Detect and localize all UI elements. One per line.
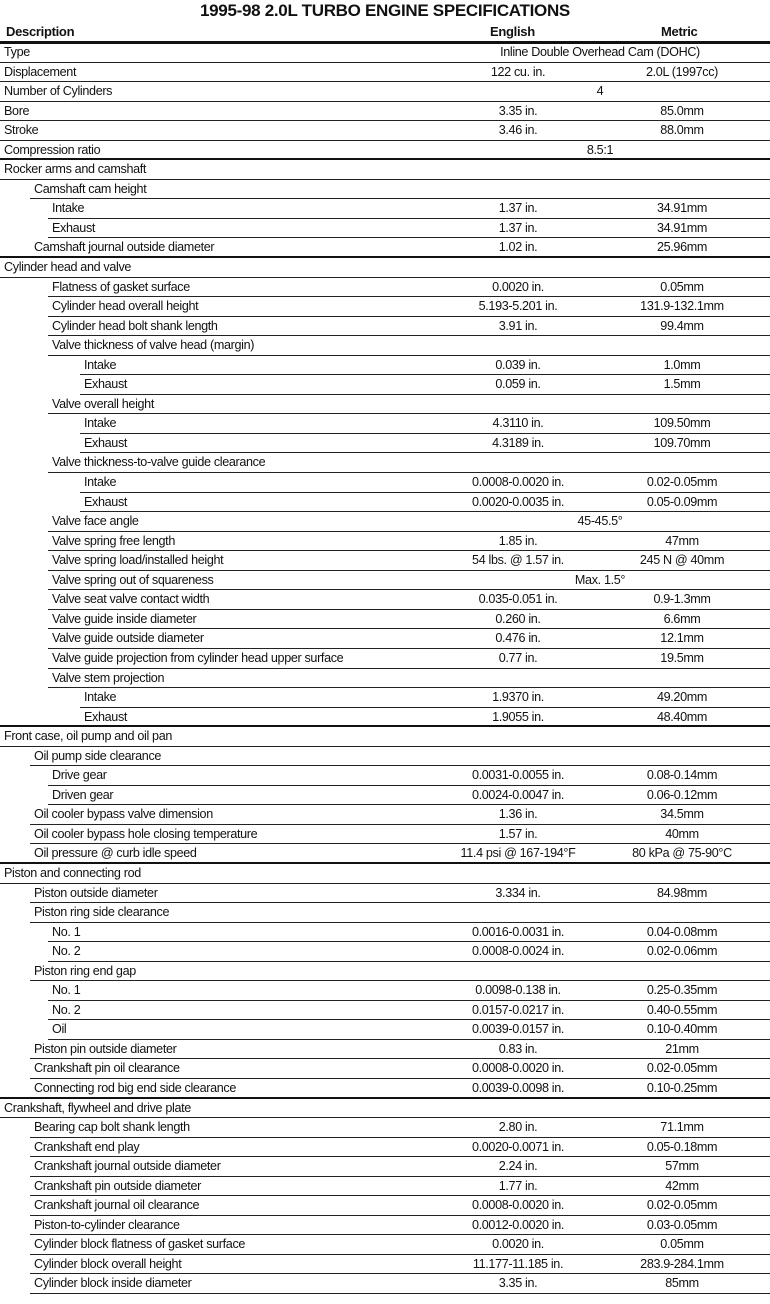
description-cell: Valve seat valve contact width	[52, 592, 210, 607]
table-row	[48, 766, 770, 786]
table-row	[48, 551, 770, 571]
section-row	[0, 158, 770, 180]
table-header	[0, 22, 770, 44]
table-row	[30, 1196, 770, 1216]
section-row	[0, 256, 770, 278]
table-row	[30, 747, 770, 767]
metric-value-cell: 0.05-0.18mm	[646, 1139, 718, 1154]
description-cell: Bearing cap bolt shank length	[34, 1120, 190, 1135]
metric-value-cell: 99.4mm	[660, 318, 704, 333]
metric-value-cell: 34.91mm	[656, 201, 708, 216]
description-cell: Crankshaft journal outside diameter	[34, 1159, 221, 1174]
english-value-cell: 11.177-11.185 in.	[472, 1256, 564, 1271]
description-cell: Crankshaft pin outside diameter	[34, 1178, 201, 1193]
table-row	[30, 1216, 770, 1236]
description-cell: Oil cooler bypass hole closing temperature	[34, 826, 258, 841]
metric-value-cell: 48.40mm	[656, 709, 708, 724]
table-row	[48, 336, 770, 356]
table-row	[30, 1235, 770, 1255]
description-cell: Intake	[84, 475, 117, 490]
spanned-value-cell: 8.5:1	[586, 142, 614, 157]
description-cell: Bore	[4, 103, 30, 118]
description-cell: Displacement	[4, 64, 77, 79]
table-row	[0, 121, 770, 141]
english-value-cell: 0.0008-0.0020 in.	[471, 1198, 565, 1213]
table-row	[30, 1177, 770, 1197]
description-cell: Intake	[84, 416, 117, 431]
metric-value-cell: 88.0mm	[660, 123, 704, 138]
english-value-cell: 3.35 in.	[498, 103, 538, 118]
section-row	[0, 862, 770, 884]
metric-value-cell: 6.6mm	[663, 611, 701, 626]
metric-value-cell: 0.9-1.3mm	[653, 592, 711, 607]
english-value-cell: 1.9055 in.	[492, 709, 544, 724]
description-cell: Exhaust	[84, 377, 128, 392]
english-value-cell: 0.0020-0.0071 in.	[471, 1139, 565, 1154]
english-value-cell: 0.0039-0.0157 in.	[471, 1022, 565, 1037]
english-value-cell: 4.3189 in.	[492, 435, 544, 450]
table-row	[48, 317, 770, 337]
metric-value-cell: 57mm	[665, 1159, 699, 1174]
english-value-cell: 1.77 in.	[498, 1178, 538, 1193]
spanned-value-cell: 45-45.5°	[577, 514, 623, 529]
table-row	[48, 669, 770, 689]
table-row	[48, 571, 770, 591]
column-header-description: Description	[6, 24, 75, 39]
table-row	[48, 981, 770, 1001]
page-title: 1995-98 2.0L TURBO ENGINE SPECIFICATIONS	[200, 1, 570, 20]
table-row	[48, 219, 770, 239]
table-row	[0, 82, 770, 102]
description-cell: Oil pump side clearance	[34, 748, 162, 763]
description-cell: Compression ratio	[4, 142, 101, 157]
description-cell: Cylinder head overall height	[52, 299, 199, 314]
description-cell: Valve thickness of valve head (margin)	[52, 338, 255, 353]
metric-value-cell: 109.50mm	[653, 416, 711, 431]
spec-table-body	[0, 43, 770, 1294]
description-cell: Valve spring load/installed height	[52, 553, 224, 568]
english-value-cell: 1.37 in.	[498, 220, 538, 235]
table-row	[80, 356, 770, 376]
table-row	[80, 473, 770, 493]
metric-value-cell: 0.40-0.55mm	[646, 1002, 718, 1017]
metric-value-cell: 1.5mm	[663, 377, 701, 392]
description-cell: Drive gear	[52, 768, 107, 783]
table-row	[48, 532, 770, 552]
english-value-cell: 0.0024-0.0047 in.	[471, 787, 565, 802]
description-cell: Crankshaft end play	[34, 1139, 140, 1154]
metric-value-cell: 0.04-0.08mm	[646, 924, 718, 939]
english-value-cell: 0.059 in.	[495, 377, 541, 392]
table-row	[80, 414, 770, 434]
english-value-cell: 0.039 in.	[495, 357, 541, 372]
metric-value-cell: 34.5mm	[660, 807, 704, 822]
description-cell: Valve overall height	[52, 396, 154, 411]
description-cell: Oil pressure @ curb idle speed	[34, 846, 197, 861]
metric-value-cell: 12.1mm	[660, 631, 704, 646]
description-cell: No. 1	[52, 983, 81, 998]
english-value-cell: 1.36 in.	[498, 807, 538, 822]
english-value-cell: 1.9370 in.	[492, 690, 544, 705]
description-cell: Number of Cylinders	[4, 84, 113, 99]
description-cell: Cylinder block flatness of gasket surface	[34, 1237, 246, 1252]
description-cell: Exhaust	[84, 494, 128, 509]
table-row	[30, 1255, 770, 1275]
metric-value-cell: 49.20mm	[656, 690, 708, 705]
description-cell: Oil	[52, 1022, 67, 1037]
description-cell: Crankshaft pin oil clearance	[34, 1061, 180, 1076]
description-cell: Intake	[52, 201, 85, 216]
metric-value-cell: 25.96mm	[656, 240, 708, 255]
english-value-cell: 0.0098-0.138 in.	[475, 983, 561, 998]
metric-value-cell: 1.0mm	[663, 357, 701, 372]
description-cell: Intake	[84, 690, 117, 705]
metric-value-cell: 0.05-0.09mm	[646, 494, 718, 509]
table-row	[48, 786, 770, 806]
section-row	[0, 725, 770, 747]
english-value-cell: 3.35 in.	[498, 1276, 538, 1291]
description-cell: Driven gear	[52, 787, 114, 802]
table-row	[48, 278, 770, 298]
metric-value-cell: 47mm	[665, 533, 699, 548]
metric-value-cell: 0.02-0.05mm	[646, 1198, 718, 1213]
table-row	[30, 1274, 770, 1294]
table-row	[30, 1040, 770, 1060]
table-row	[0, 63, 770, 83]
english-value-cell: 0.0008-0.0020 in.	[471, 1061, 565, 1076]
table-row	[48, 1020, 770, 1040]
metric-value-cell: 0.25-0.35mm	[646, 983, 718, 998]
metric-value-cell: 84.98mm	[656, 885, 708, 900]
description-cell: Valve guide inside diameter	[52, 611, 197, 626]
metric-value-cell: 42mm	[665, 1178, 699, 1193]
english-value-cell: 0.0008-0.0024 in.	[471, 944, 565, 959]
description-cell: Valve guide projection from cylinder head upper surface	[52, 650, 344, 665]
english-value-cell: 0.476 in.	[495, 631, 541, 646]
table-row	[48, 610, 770, 630]
description-cell: Cylinder block inside diameter	[34, 1276, 192, 1291]
english-value-cell: 1.37 in.	[498, 201, 538, 216]
table-row	[30, 884, 770, 904]
description-cell: Piston and connecting rod	[4, 865, 141, 880]
metric-value-cell: 0.10-0.40mm	[646, 1022, 718, 1037]
metric-value-cell: 85.0mm	[660, 103, 704, 118]
english-value-cell: 0.83 in.	[498, 1041, 538, 1056]
description-cell: Piston ring side clearance	[34, 905, 170, 920]
description-cell: Valve guide outside diameter	[52, 631, 204, 646]
spanned-value-cell: 4	[596, 84, 604, 99]
table-row	[48, 453, 770, 473]
description-cell: Front case, oil pump and oil pan	[4, 729, 173, 744]
english-value-cell: 0.0039-0.0098 in.	[471, 1080, 565, 1095]
table-row	[30, 1138, 770, 1158]
table-row	[48, 629, 770, 649]
description-cell: Flatness of gasket surface	[52, 279, 190, 294]
table-row	[48, 199, 770, 219]
metric-value-cell: 0.02-0.06mm	[646, 944, 718, 959]
english-value-cell: 1.57 in.	[498, 826, 538, 841]
english-value-cell: 2.80 in.	[498, 1120, 538, 1135]
metric-value-cell: 283.9-284.1mm	[640, 1256, 724, 1271]
table-row	[30, 1157, 770, 1177]
description-cell: Valve spring free length	[52, 533, 175, 548]
metric-value-cell: 131.9-132.1mm	[640, 299, 724, 314]
english-value-cell: 0.035-0.051 in.	[478, 592, 558, 607]
table-row	[80, 688, 770, 708]
spanned-value-cell: Max. 1.5°	[574, 572, 626, 587]
metric-value-cell: 0.10-0.25mm	[646, 1080, 718, 1095]
english-value-cell: 0.0016-0.0031 in.	[471, 924, 565, 939]
english-value-cell: 1.85 in.	[498, 533, 538, 548]
description-cell: Oil cooler bypass valve dimension	[34, 807, 213, 822]
table-row	[48, 590, 770, 610]
table-row	[80, 434, 770, 454]
english-value-cell: 0.0012-0.0020 in.	[471, 1217, 565, 1232]
spanned-value-cell: Inline Double Overhead Cam (DOHC)	[500, 45, 700, 59]
metric-value-cell: 80 kPa @ 75-90°C	[632, 846, 732, 861]
english-value-cell: 0.0157-0.0217 in.	[471, 1002, 565, 1017]
description-cell: Cylinder head bolt shank length	[52, 318, 218, 333]
table-row	[30, 805, 770, 825]
english-value-cell: 2.24 in.	[498, 1159, 538, 1174]
english-value-cell: 0.0031-0.0055 in.	[471, 768, 565, 783]
metric-value-cell: 0.06-0.12mm	[646, 787, 718, 802]
english-value-cell: 1.02 in.	[498, 240, 538, 255]
table-row	[48, 297, 770, 317]
english-value-cell: 54 lbs. @ 1.57 in.	[472, 553, 564, 568]
table-row	[48, 512, 770, 532]
metric-value-cell: 0.02-0.05mm	[646, 475, 718, 490]
table-row	[48, 923, 770, 943]
table-row	[80, 493, 770, 513]
section-row	[0, 1097, 770, 1119]
description-cell: Camshaft cam height	[34, 181, 147, 196]
table-row	[48, 1001, 770, 1021]
table-row	[48, 649, 770, 669]
metric-value-cell: 40mm	[665, 826, 699, 841]
english-value-cell: 3.334 in.	[495, 885, 541, 900]
column-header-metric: Metric	[661, 24, 698, 39]
description-cell: Connecting rod big end side clearance	[34, 1080, 236, 1095]
table-row	[80, 375, 770, 395]
description-cell: Cylinder block overall height	[34, 1256, 182, 1271]
description-cell: Piston ring end gap	[34, 963, 136, 978]
english-value-cell: 0.0020 in.	[492, 279, 544, 294]
metric-value-cell: 0.05mm	[660, 279, 704, 294]
english-value-cell: 122 cu. in.	[490, 64, 546, 79]
description-cell: Rocker arms and camshaft	[4, 162, 147, 177]
metric-value-cell: 245 N @ 40mm	[639, 553, 725, 568]
english-value-cell: 0.0008-0.0020 in.	[471, 475, 565, 490]
metric-value-cell: 2.0L (1997cc)	[646, 64, 718, 79]
table-row	[30, 180, 770, 200]
description-cell: Exhaust	[84, 709, 128, 724]
table-row	[0, 43, 770, 63]
table-row	[30, 825, 770, 845]
description-cell: No. 2	[52, 1002, 81, 1017]
column-header-english: English	[490, 24, 535, 39]
metric-value-cell: 0.03-0.05mm	[646, 1217, 718, 1232]
description-cell: Piston pin outside diameter	[34, 1041, 177, 1056]
metric-value-cell: 0.05mm	[660, 1237, 704, 1252]
description-cell: Stroke	[4, 123, 39, 138]
table-row	[30, 903, 770, 923]
description-cell: Valve spring out of squareness	[52, 572, 214, 587]
metric-value-cell: 109.70mm	[653, 435, 711, 450]
metric-value-cell: 0.02-0.05mm	[646, 1061, 718, 1076]
description-cell: Cylinder head and valve	[4, 260, 132, 275]
english-value-cell: 4.3110 in.	[492, 416, 544, 431]
english-value-cell: 5.193-5.201 in.	[478, 299, 558, 314]
description-cell: Exhaust	[84, 435, 128, 450]
metric-value-cell: 21mm	[665, 1041, 699, 1056]
description-cell: Valve thickness-to-valve guide clearance	[52, 455, 266, 470]
table-row	[30, 962, 770, 982]
table-row	[30, 1059, 770, 1079]
description-cell: Crankshaft, flywheel and drive plate	[4, 1100, 191, 1115]
table-row	[30, 1118, 770, 1138]
description-cell: Crankshaft journal oil clearance	[34, 1198, 200, 1213]
table-row	[0, 102, 770, 122]
english-value-cell: 0.260 in.	[495, 611, 541, 626]
english-value-cell: 0.0020 in.	[492, 1237, 544, 1252]
description-cell: No. 1	[52, 924, 81, 939]
description-cell: Valve stem projection	[52, 670, 165, 685]
description-cell: Exhaust	[52, 220, 96, 235]
metric-value-cell: 34.91mm	[656, 220, 708, 235]
metric-value-cell: 0.08-0.14mm	[646, 768, 718, 783]
english-value-cell: 11.4 psi @ 167-194°F	[460, 846, 576, 861]
metric-value-cell: 19.5mm	[660, 650, 704, 665]
description-cell: Piston outside diameter	[34, 885, 158, 900]
english-value-cell: 3.91 in.	[498, 318, 538, 333]
english-value-cell: 0.77 in.	[498, 650, 538, 665]
description-cell: Intake	[84, 357, 117, 372]
description-cell: Piston-to-cylinder clearance	[34, 1217, 180, 1232]
description-cell: No. 2	[52, 944, 81, 959]
table-row	[48, 395, 770, 415]
metric-value-cell: 71.1mm	[660, 1120, 704, 1135]
english-value-cell: 3.46 in.	[498, 123, 538, 138]
english-value-cell: 0.0020-0.0035 in.	[471, 494, 565, 509]
description-cell: Valve face angle	[52, 514, 139, 529]
description-cell: Camshaft journal outside diameter	[34, 240, 215, 255]
metric-value-cell: 85mm	[665, 1276, 699, 1291]
table-row	[48, 942, 770, 962]
description-cell: Type	[4, 45, 30, 59]
